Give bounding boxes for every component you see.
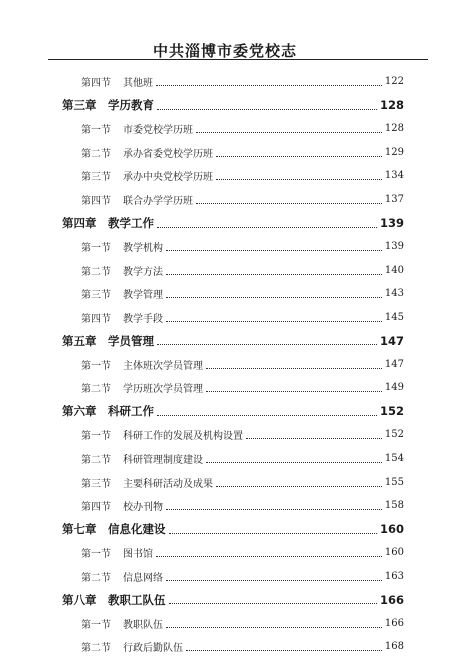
toc-entry-number: 第一节: [81, 360, 111, 372]
toc-page-number: 160: [379, 522, 404, 537]
dot-leader: [166, 321, 382, 322]
toc-entry-label: [81, 545, 153, 560]
toc-entry-number: 第四节: [81, 196, 111, 207]
toc-page-number: 149: [384, 382, 404, 394]
toc-section-row: [0, 141, 450, 165]
toc-page-number: 129: [384, 146, 404, 158]
toc-entry-label: [81, 475, 213, 490]
toc-entry-label: [81, 192, 193, 207]
toc-entry-label: [81, 357, 203, 372]
toc-entry-title: 科研工作的发展及机构设置: [123, 431, 243, 443]
toc-entry-label: [62, 521, 166, 537]
toc-page-number: 134: [384, 170, 404, 182]
dot-leader: [206, 462, 382, 463]
toc-entry-title: 信息化建设: [108, 522, 166, 537]
toc-entry-title: 行政后勤队伍: [123, 643, 183, 655]
toc-page-number: 163: [384, 570, 404, 582]
toc-entry-title: 教职队伍: [123, 619, 163, 631]
dot-leader: [166, 627, 382, 628]
toc-entry-number: 第五章: [62, 333, 97, 348]
toc-page-number: 152: [379, 404, 404, 419]
dot-leader: [157, 344, 377, 345]
toc-section-row: [0, 541, 450, 565]
toc-entry-title: 教学方法: [123, 266, 163, 278]
toc-entry-title: 科研管理制度建设: [123, 455, 203, 467]
toc-entry-number: 第一节: [81, 125, 111, 137]
toc-entry-number: 第二节: [81, 266, 111, 278]
dot-leader: [157, 109, 377, 110]
toc-entry-label: [81, 451, 203, 466]
toc-entry-title: 主体班次学员管理: [123, 360, 203, 372]
toc-entry-number: 第四节: [81, 313, 111, 325]
toc-entry-number: 第二节: [81, 572, 111, 584]
toc-entry-title: 教学手段: [123, 313, 163, 325]
toc-chapter-row: [0, 329, 450, 353]
dot-leader: [169, 533, 377, 534]
toc-entry-label: [81, 616, 163, 631]
toc-entry-number: 第四节: [81, 502, 111, 514]
toc-section-row: [0, 470, 450, 494]
toc-entry-number: 第三节: [81, 478, 111, 490]
toc-entry-label: [81, 639, 183, 654]
toc-entry-label: [81, 168, 213, 183]
toc-entry-title: 主要科研活动及成果: [123, 478, 213, 490]
toc-page-number: 137: [384, 194, 404, 205]
toc-section-row: [0, 635, 450, 659]
toc-entry-title: 市委党校学历班: [123, 125, 193, 137]
toc-page-number: 145: [384, 311, 404, 323]
toc-page-number: 154: [384, 453, 404, 465]
dot-leader: [216, 486, 382, 487]
toc-entry-title: 承办省委党校学历班: [123, 148, 213, 160]
toc-entry-number: 第一节: [81, 431, 111, 443]
dot-leader: [186, 650, 382, 651]
toc-entry-label: [62, 592, 166, 608]
toc-entry-number: 第一节: [81, 619, 111, 631]
toc-entry-number: 第四节: [81, 78, 111, 90]
toc-page-number: 158: [384, 500, 404, 512]
toc-entry-title: 其他班: [123, 78, 153, 90]
dot-leader: [206, 391, 382, 392]
toc-entry-label: [81, 239, 163, 254]
toc-section-row: [0, 70, 450, 94]
toc-entry-title: 学历班次学员管理: [123, 384, 203, 396]
toc-section-row: [0, 494, 450, 518]
toc-section-row: [0, 423, 450, 447]
dot-leader: [157, 415, 377, 416]
dot-leader: [166, 297, 382, 298]
book-title: 中共淄博市委党校志: [152, 42, 297, 60]
toc-page-number: 122: [384, 76, 404, 88]
toc-page-number: 155: [384, 476, 404, 488]
toc-entry-label: [62, 403, 154, 419]
toc-chapter-row: [0, 94, 450, 118]
dot-leader: [156, 556, 382, 557]
toc-page-number: 139: [379, 216, 404, 231]
toc-entry-label: [81, 310, 163, 325]
toc-entry-number: 第一节: [81, 243, 111, 255]
toc-chapter-row: [0, 588, 450, 612]
toc-entry-number: 第一节: [81, 549, 111, 561]
toc-entry-number: 第二节: [81, 148, 111, 160]
toc-section-row: [0, 376, 450, 400]
toc-page-number: 143: [384, 288, 404, 300]
toc-section-row: [0, 164, 450, 188]
toc-section-row: [0, 564, 450, 588]
dot-leader: [246, 438, 382, 439]
toc-entry-title: 联合办学学历班: [123, 196, 193, 207]
dot-leader: [157, 227, 377, 228]
toc-chapter-row: [0, 400, 450, 424]
dot-leader: [166, 274, 382, 275]
dot-leader: [196, 132, 382, 133]
toc-entry-title: 学历教育: [108, 98, 154, 113]
toc-entry-number: 第二节: [81, 455, 111, 467]
toc-entry-title: 承办中央党校学历班: [123, 172, 213, 184]
toc-section-row: [0, 612, 450, 636]
toc-section-row: [0, 235, 450, 259]
toc-entry-title: 教职工队伍: [108, 592, 166, 607]
table-of-contents: [0, 70, 450, 659]
toc-page-number: 147: [384, 358, 404, 370]
toc-page-number: 139: [384, 241, 404, 253]
toc-entry-number: 第六章: [62, 404, 97, 419]
toc-page-number: 152: [384, 429, 404, 441]
toc-entry-number: 第八章: [62, 592, 97, 607]
dot-leader: [206, 368, 382, 369]
toc-entry-label: [81, 286, 163, 301]
toc-entry-number: 第七章: [62, 522, 97, 537]
toc-section-row: [0, 447, 450, 471]
dot-leader: [166, 580, 382, 581]
toc-page-number: 128: [379, 98, 404, 113]
toc-entry-title: 信息网络: [123, 572, 163, 584]
dot-leader: [216, 156, 382, 157]
header-rule: [48, 59, 428, 60]
toc-entry-label: [81, 145, 213, 160]
toc-section-row: [0, 117, 450, 141]
toc-page-number: 147: [379, 333, 404, 348]
toc-entry-label: [62, 333, 154, 349]
toc-entry-number: 第二节: [81, 643, 111, 655]
dot-leader: [166, 509, 382, 510]
toc-entry-label: [81, 74, 153, 89]
dot-leader: [216, 179, 382, 180]
toc-entry-label: [81, 121, 193, 136]
toc-chapter-row: [0, 517, 450, 541]
toc-entry-label: [81, 263, 163, 278]
dot-leader: [156, 85, 382, 86]
toc-entry-title: 科研工作: [108, 404, 154, 419]
toc-entry-number: 第二节: [81, 384, 111, 396]
toc-section-row: [0, 353, 450, 377]
toc-entry-title: 教学工作: [108, 216, 154, 231]
toc-section-row: [0, 282, 450, 306]
toc-entry-label: [81, 498, 163, 513]
toc-section-row: [0, 258, 450, 282]
toc-entry-label: [81, 569, 163, 584]
toc-entry-label: [81, 380, 203, 395]
toc-entry-title: 教学管理: [123, 290, 163, 302]
dot-leader: [196, 203, 382, 204]
toc-entry-label: [81, 427, 243, 442]
toc-page-number: 166: [379, 592, 404, 607]
toc-entry-number: 第三节: [81, 290, 111, 302]
toc-page-number: 168: [384, 641, 404, 653]
toc-section-row: [0, 188, 450, 212]
toc-entry-number: 第三节: [81, 172, 111, 184]
toc-page-number: 160: [384, 547, 404, 559]
toc-entry-title: 学员管理: [108, 333, 154, 348]
dot-leader: [169, 603, 377, 604]
dot-leader: [166, 250, 382, 251]
running-header: [0, 0, 450, 60]
toc-section-row: [0, 305, 450, 329]
toc-entry-number: 第三章: [62, 98, 97, 113]
toc-page-number: 128: [384, 123, 404, 135]
toc-entry-label: [62, 215, 154, 231]
toc-entry-title: 校办刊物: [123, 502, 163, 514]
toc-chapter-row: [0, 211, 450, 235]
toc-entry-title: 图书馆: [123, 549, 153, 561]
toc-page-number: 140: [384, 264, 404, 276]
toc-page-number: 166: [384, 617, 404, 629]
toc-entry-number: 第四章: [62, 216, 97, 231]
toc-entry-label: [62, 97, 154, 113]
toc-entry-title: 教学机构: [123, 243, 163, 255]
